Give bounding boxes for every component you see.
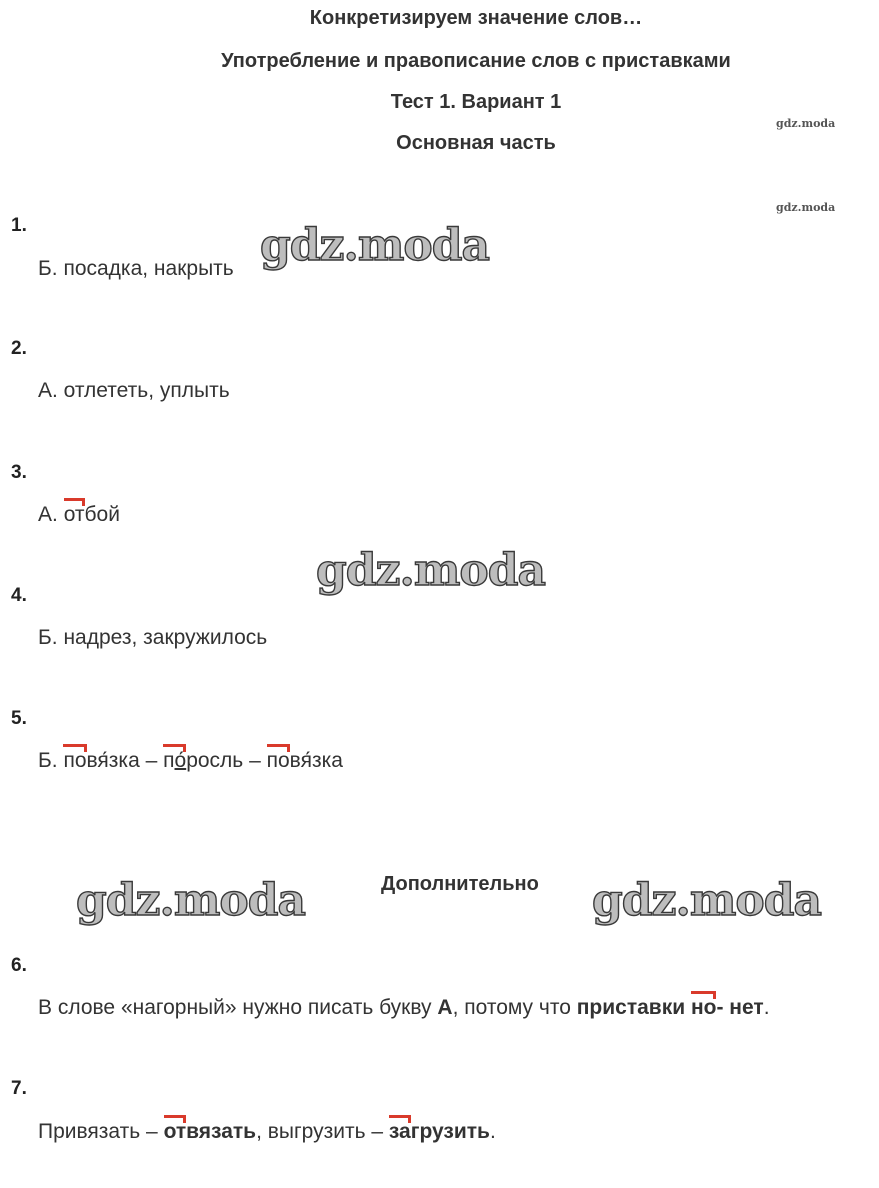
question-number: 7. bbox=[11, 1078, 27, 1099]
answer-text: В слове «нагорный» нужно писать букву А, потому что приставки но- нет. bbox=[38, 996, 770, 1019]
watermark: gdz.moda bbox=[76, 875, 306, 926]
additional-title: Дополнительно bbox=[381, 873, 539, 895]
test-title: Тест 1. Вариант 1 bbox=[390, 91, 562, 113]
prefix-mark: по́ bbox=[163, 749, 187, 772]
answer-text: Привязать – отвязать, выгрузить – загрузить. bbox=[38, 1120, 496, 1143]
watermark: gdz.moda bbox=[260, 220, 490, 271]
page-subtitle: Употребление и правописание слов с приставками bbox=[221, 50, 731, 72]
prefix-mark: по bbox=[63, 749, 87, 772]
question-number: 5. bbox=[11, 708, 27, 729]
watermark: gdz.moda bbox=[592, 875, 822, 926]
question-number: 4. bbox=[11, 585, 27, 606]
page-title: Конкретизируем значение слов… bbox=[309, 7, 643, 29]
prefix-mark: но bbox=[690, 996, 717, 1019]
prefix-mark: по bbox=[266, 749, 290, 772]
answer-text: Б. посадка, накрыть bbox=[38, 257, 234, 280]
underlined-letter: о́ bbox=[174, 749, 187, 772]
section-title: Основная часть bbox=[396, 132, 556, 154]
prefix-mark: за bbox=[388, 1120, 411, 1143]
answer-text: Б. надрез, закружилось bbox=[38, 626, 268, 649]
watermark: gdz.moda bbox=[316, 545, 546, 596]
prefix-mark: от bbox=[63, 503, 85, 526]
answer-text: А. отлететь, уплыть bbox=[38, 379, 230, 402]
watermark-small: gdz.moda bbox=[776, 201, 836, 214]
watermark-small: gdz.moda bbox=[776, 117, 836, 130]
prefix-mark: от bbox=[163, 1120, 187, 1143]
question-number: 2. bbox=[11, 338, 27, 359]
question-number: 6. bbox=[11, 955, 27, 976]
answer-text: Б. повя́зка – по́росль – повя́зка bbox=[38, 749, 343, 772]
answer-text: А. отбой bbox=[38, 503, 120, 526]
question-number: 1. bbox=[11, 215, 27, 236]
question-number: 3. bbox=[11, 462, 27, 483]
